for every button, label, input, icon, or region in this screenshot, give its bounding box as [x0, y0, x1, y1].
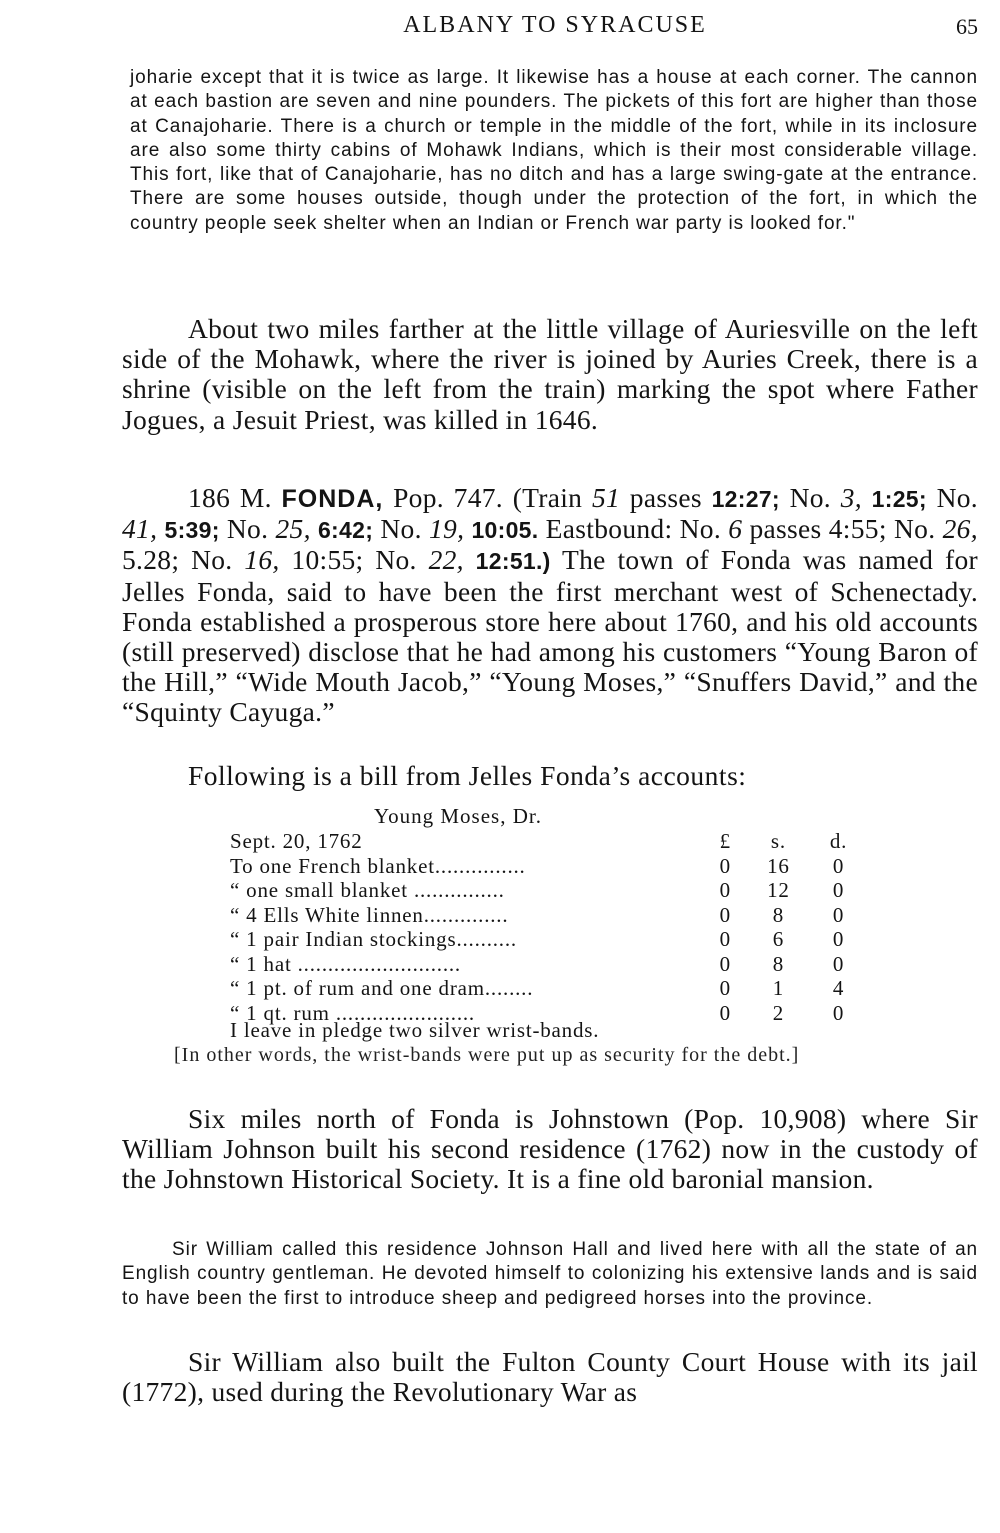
train-number: 41, [122, 513, 158, 545]
train-time: 12:27; [711, 486, 780, 512]
train-label: No. [679, 513, 722, 545]
bill-pounds: 0 [719, 927, 731, 951]
bill-row [230, 927, 870, 952]
train-number: 3, [840, 482, 862, 513]
running-title: ALBANY TO SYRACUSE [403, 12, 707, 38]
train-label: No. [894, 513, 936, 545]
page-header [0, 12, 1000, 48]
bill-item: “ 1 qt. rum ....................... [230, 1000, 475, 1025]
johnson-hall-aside: Sir William called this residence Johnson Hall and lived here with all the state of an English country gentleman. He devoted himself to colonizing his extensive lands and is said to have been the first to introduce sheep and pedigreed horses into the province. [122, 1239, 978, 1309]
bill-shillings: 16 [767, 853, 790, 878]
train-label: No. [380, 513, 422, 545]
fonda-population: Pop. 747. [393, 482, 503, 513]
bill-pence: 0 [832, 951, 845, 976]
train-number: 6 [728, 513, 743, 545]
bill-pence: 0 [832, 1000, 845, 1025]
bill-row [230, 854, 870, 879]
fonda-paragraph [122, 483, 978, 728]
bill-row [230, 976, 870, 1001]
train-label: No. [375, 544, 417, 576]
train-label: No. [789, 482, 831, 513]
bill-pence: 0 [832, 902, 845, 927]
quoted-passage: joharie except that it is twice as large. It likewise has a house at each corner. The cannon at each bastion are seven and nine pounders. The pickets of this fort are higher than those at Canajoharie. There is a church or temple in the middle of the fort, while in its inclosure are also some thirty cabins of Mohawk Indians, which is their most considerable village. This fort, like that of Canajoharie, has no ditch and has a large swing-gate at the entrance. There are some houses outside, though under the protection of the fort, in which the country people seek shelter when an Indian or French war party is looked for." [130, 67, 978, 234]
bill-shillings: 8 [772, 902, 785, 927]
bill-date: Sept. 20, 1762 [230, 829, 363, 853]
bill-title: Young Moses, Dr. [374, 804, 542, 828]
train-time: 5:39; [164, 517, 220, 544]
bill-pounds: 0 [719, 976, 731, 1000]
train-number: 19, [428, 513, 465, 545]
bill-shillings: 8 [772, 951, 785, 976]
bill-row [230, 903, 870, 928]
train-time: 1:25; [871, 486, 927, 512]
bill-pence: 0 [832, 853, 845, 878]
bill-pence: 0 [832, 878, 845, 902]
train-number: 26, [942, 513, 978, 545]
bill-item: “ 1 hat ........................... [230, 951, 461, 976]
bill-item: “ 1 pt. of rum and one dram........ [230, 976, 534, 1000]
eastbound-label: Eastbound: [545, 513, 673, 545]
bill-pounds: 0 [719, 878, 731, 902]
pounds-header: £ [719, 829, 731, 853]
bill-row [230, 878, 870, 903]
auriesville-paragraph: About two miles farther at the little village of Auriesville on the left side of the Mohawk, where the river is joined by Auries Creek, there is a shrine (visible on the left from the train) marking the spot where Father Jogues, a Jesuit Priest, was killed in 1646. [122, 313, 978, 435]
train-number: 16, [244, 544, 280, 576]
train-time: 5.28; [122, 544, 180, 576]
bill-shillings: 6 [772, 927, 785, 951]
bill-pounds: 0 [719, 853, 731, 878]
bill-shillings: 1 [772, 976, 785, 1000]
train-time: passes 4:55; [749, 513, 887, 545]
bill-pounds: 0 [719, 902, 731, 927]
bill-item: “ 1 pair Indian stockings.......... [230, 927, 517, 951]
editorial-note: [In other words, the wrist-bands were put up as security for the debt.] [174, 1044, 800, 1066]
pence-header: d. [829, 829, 848, 853]
bill-item: “ 4 Ells White linnen.............. [230, 902, 509, 927]
johnstown-paragraph: Six miles north of Fonda is Johnstown (Pop. 10,908) where Sir William Johnson built his second residence (1762) now in the custody of the Johnstown Historical Society. It is a fine old baronial mansion. [122, 1103, 978, 1195]
bill-row [230, 952, 870, 977]
bill-item: To one French blanket............... [230, 853, 526, 878]
bill-shillings: 2 [772, 1000, 785, 1025]
train-label: No. [936, 482, 978, 513]
bill-pledge: I leave in pledge two silver wrist-bands. [230, 1018, 600, 1042]
train-label: passes [629, 482, 702, 513]
train-number: 25, [275, 513, 311, 545]
bill-pence: 0 [832, 927, 845, 951]
fonda-history: The town of Fonda was named for Jelles Fonda, said to have been the first merchant west of Schenectady. Fonda established a prosperous store here about 1760, and his old accounts (still preserved) disclose that he had among his customers “Young Baron of the Hill,” “Wide Mouth Jacob,” “Young Moses,” “Snuffers David,” and the “Squinty Cayuga.” [122, 544, 978, 728]
bill-intro: Following is a bill from Jelles Fonda’s accounts: [188, 760, 747, 791]
train-label: No. [226, 513, 269, 545]
bill-pounds: 0 [719, 1000, 731, 1025]
shillings-header: s. [770, 829, 786, 853]
train-time: 10:05. [471, 517, 539, 544]
fonda-station-name: FONDA, [281, 485, 384, 513]
train-label: No. [191, 544, 233, 576]
train-number: 51 [591, 482, 621, 513]
train-number: 22, [428, 544, 464, 576]
fonda-mile: 186 M. [188, 482, 272, 513]
bill-table [230, 803, 870, 1025]
bill-pence: 4 [832, 976, 845, 1000]
bill-header-row [230, 829, 870, 854]
train-time: 6:42; [317, 517, 374, 544]
train-time: 10:55; [291, 544, 364, 576]
trains-open: (Train [512, 482, 583, 513]
court-house-paragraph: Sir William also built the Fulton County Court House with its jail (1772), used during the Revolutionary War as [122, 1346, 978, 1408]
train-time: 12:51.) [475, 548, 551, 575]
bill-shillings: 12 [767, 878, 790, 902]
page-number: 65 [956, 14, 978, 39]
bill-pounds: 0 [719, 951, 731, 976]
bill-item: “ one small blanket ............... [230, 878, 505, 902]
